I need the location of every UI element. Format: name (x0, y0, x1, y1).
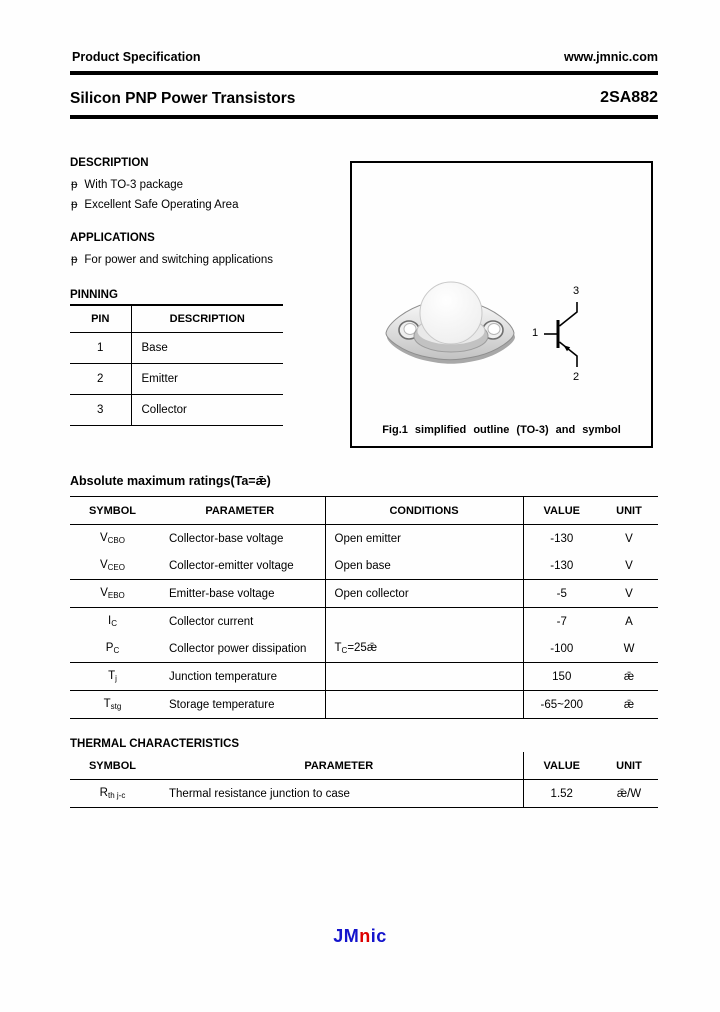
pin-label-base: 1 (532, 327, 539, 339)
bullet-text: With TO-3 package (84, 179, 184, 191)
value-cell: -5 (523, 580, 600, 608)
parameter-cell: Collector-base voltage (169, 532, 284, 545)
figure-box (350, 161, 653, 448)
value-cell: -100 (523, 635, 600, 663)
brand-logo-segment: n (359, 926, 371, 946)
table-row (70, 580, 658, 608)
table-row (70, 525, 658, 553)
unit-cell: W (600, 635, 658, 663)
pin-label-emitter: 2 (573, 371, 580, 383)
value-cell: -130 (550, 532, 574, 545)
pin-column-header: PIN (70, 305, 131, 333)
unit-cell: ǣ (600, 691, 658, 719)
table-row (70, 552, 658, 580)
conditions-cell: Open base (325, 552, 523, 580)
pnp-symbol-drawing (530, 287, 605, 392)
value-column-header: VALUE (523, 752, 600, 780)
bullet-icon: ᵽ (71, 254, 78, 266)
table-row (70, 663, 658, 691)
parameter-cell: Thermal resistance junction to case (155, 780, 523, 808)
thermal-table (70, 752, 658, 808)
parameter-column-header: PARAMETER (155, 497, 325, 525)
brand-logo (0, 926, 720, 947)
parameter-cell: Collector-emitter voltage (155, 552, 325, 580)
pin-label-collector: 3 (573, 285, 580, 297)
title-divider (70, 115, 658, 119)
unit-cell: ǣ (600, 663, 658, 691)
conditions-cell (325, 663, 523, 691)
conditions-cell (325, 691, 523, 719)
parameter-cell: Emitter-base voltage (155, 580, 325, 608)
pinning-table (70, 304, 283, 426)
value-column-header: VALUE (523, 497, 600, 525)
bullet-item (71, 196, 238, 216)
unit-cell: ǣ/W (600, 780, 658, 808)
website-url: www.jmnic.com (563, 50, 658, 64)
unit-cell: V (600, 552, 658, 580)
brand-logo-segment: JM (333, 926, 360, 946)
value-cell: 1.52 (523, 780, 600, 808)
conditions-column-header: CONDITIONS (325, 497, 523, 525)
table-row (70, 333, 283, 364)
pin-number-cell: 3 (70, 395, 131, 426)
symbol-column-header: SYMBOL (70, 497, 155, 525)
thermal-heading: THERMAL CHARACTERISTICS (70, 738, 240, 750)
bullet-text: For power and switching applications (84, 254, 273, 266)
symbol-column-header: SYMBOL (70, 752, 155, 780)
table-row (70, 691, 658, 719)
figure-caption: Fig.1 simplified outline (TO-3) and symbol (382, 424, 621, 436)
conditions-cell (325, 608, 523, 636)
conditions-cell: Open emitter (325, 525, 523, 553)
parameter-cell: Junction temperature (155, 663, 325, 691)
value-cell: 150 (523, 663, 600, 691)
transistor-symbol (530, 287, 605, 392)
conditions-cell: $T_C=25ǣ$ (325, 635, 523, 663)
parameter-cell: Collector power dissipation (155, 635, 325, 663)
symbol-cell: $R_{th j-c}$ (70, 780, 155, 808)
symbol-cell: $T_j$ (70, 663, 155, 691)
value-cell: -65~200 (523, 691, 600, 719)
bullet-item (71, 251, 273, 271)
doc-type-label: Product Specification (72, 50, 201, 64)
pin-number-cell: 1 (70, 333, 131, 364)
unit-cell: V (625, 532, 633, 545)
description-column-header: DESCRIPTION (131, 305, 283, 333)
bullet-icon: ᵽ (71, 179, 78, 191)
table-row (70, 608, 658, 636)
description-heading: DESCRIPTION (70, 157, 149, 169)
abs-max-table (70, 496, 658, 719)
symbol-cell: $I_C$ (108, 615, 117, 628)
pin-description-cell: Base (131, 333, 283, 364)
parameter-column-header: PARAMETER (155, 752, 523, 780)
conditions-cell: Open collector (325, 580, 523, 608)
value-cell: -130 (523, 552, 600, 580)
table-row (70, 780, 658, 808)
bullet-icon: ᵽ (71, 198, 78, 211)
symbol-cell: $P_C$ (70, 635, 155, 663)
brand-logo-segment: ic (370, 926, 387, 946)
pin-description-cell: Emitter (131, 364, 283, 395)
unit-column-header: UNIT (600, 497, 658, 525)
abs-max-heading: Absolute maximum ratings(Ta=ǣ) (70, 474, 271, 488)
pin-description-cell: Collector (131, 395, 283, 426)
pinning-heading: PINNING (70, 289, 118, 301)
table-row (70, 364, 283, 395)
header-divider (70, 71, 658, 75)
symbol-cell: $T_{stg}$ (70, 691, 155, 719)
applications-list (71, 251, 273, 271)
parameter-cell: Collector current (169, 615, 254, 628)
parameter-cell: Storage temperature (155, 691, 325, 719)
page-title: Silicon PNP Power Transistors (70, 90, 296, 107)
unit-cell: V (600, 580, 658, 608)
applications-heading: APPLICATIONS (70, 232, 155, 244)
symbol-cell: $V_{CBO}$ (99, 532, 125, 545)
unit-cell: A (625, 615, 633, 628)
table-row (70, 635, 658, 663)
table-row (70, 395, 283, 426)
part-number: 2SA882 (600, 89, 658, 106)
symbol-cell: $V_{CEO}$ (70, 552, 155, 580)
pin-number-cell: 2 (70, 364, 131, 395)
description-list (71, 176, 238, 215)
bullet-text: Excellent Safe Operating Area (84, 198, 239, 211)
symbol-cell: $V_{EBO}$ (70, 580, 155, 608)
unit-column-header: UNIT (600, 752, 658, 780)
bullet-item (71, 176, 238, 196)
value-cell: -7 (556, 615, 567, 628)
to3-package-image (380, 275, 522, 383)
